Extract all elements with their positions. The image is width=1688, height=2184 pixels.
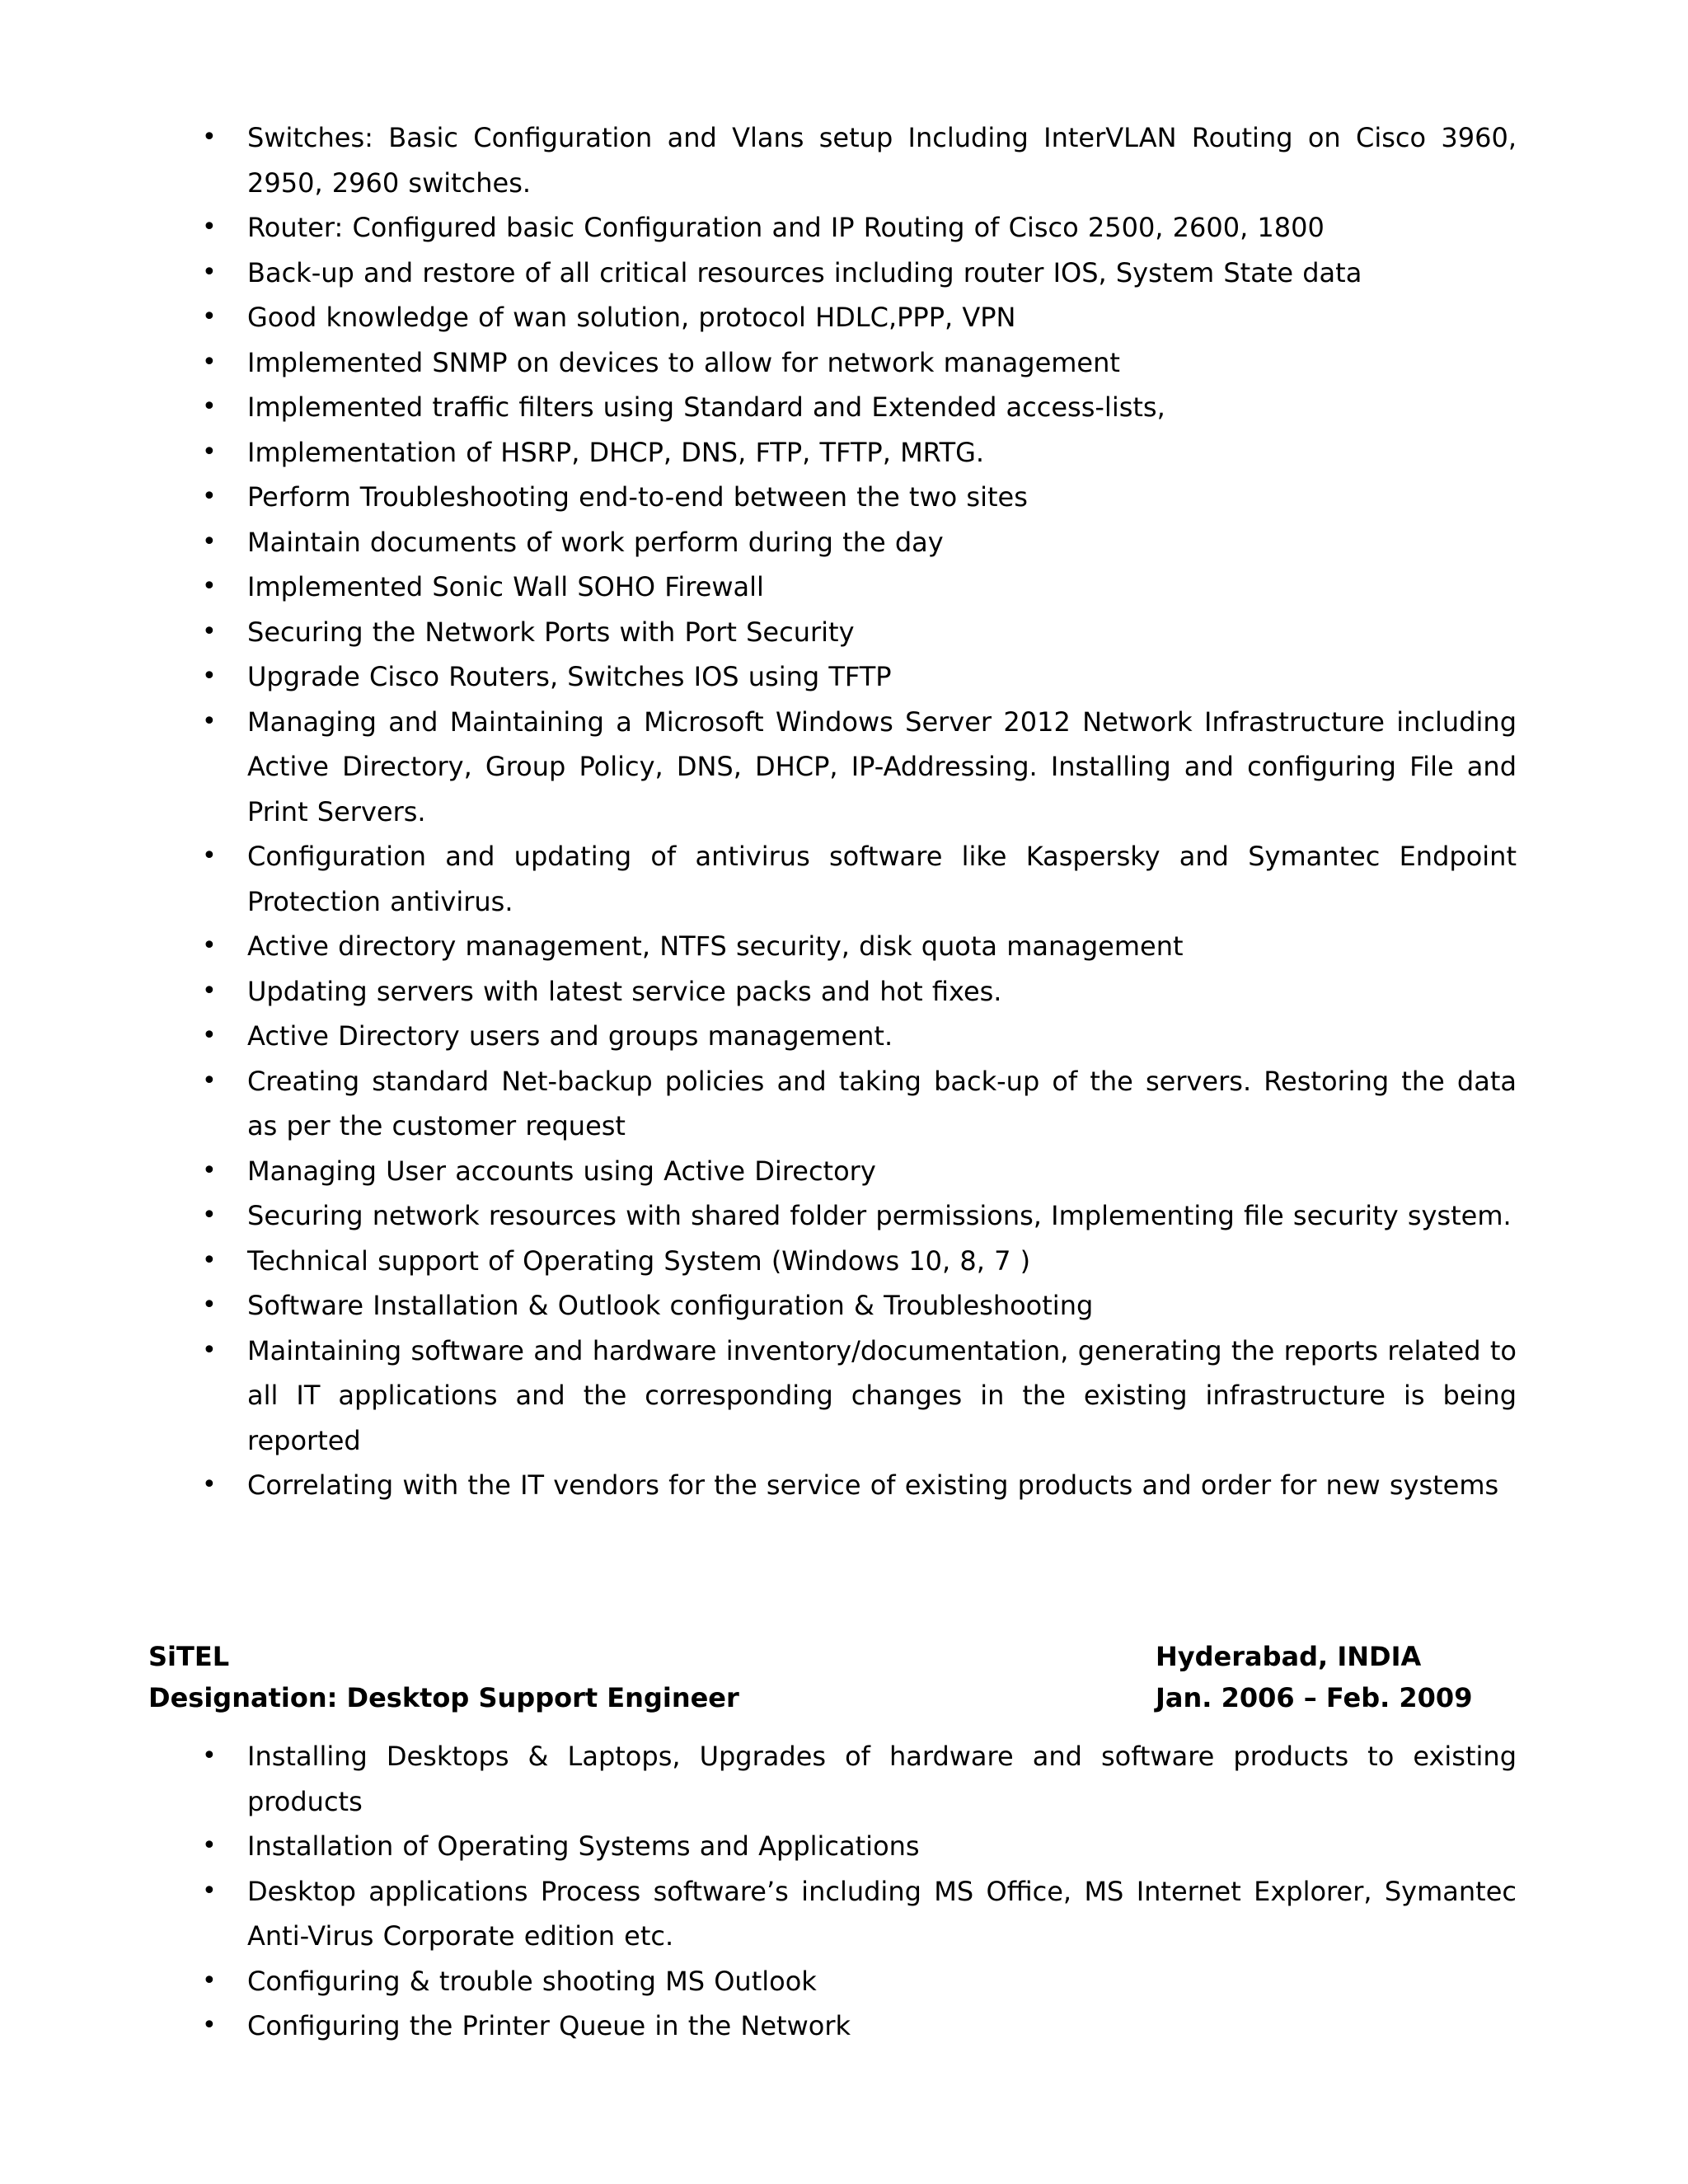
list-item: • Active directory management, NTFS security, disk quota management bbox=[202, 924, 1517, 969]
list-item: • Installing Desktops & Laptops, Upgrades of hardware and software products to existing products bbox=[202, 1734, 1517, 1824]
list-item: • Implemented SNMP on devices to allow for network management bbox=[202, 340, 1517, 386]
list-item: • Active Directory users and groups management. bbox=[202, 1014, 1517, 1059]
list-item: • Maintain documents of work perform during the day bbox=[202, 520, 1517, 565]
company-row bbox=[148, 1636, 1517, 1677]
list-item: • Managing and Maintaining a Microsoft Windows Server 2012 Network Infrastructure including Active Directory, Group Policy, DNS, DHCP, IP-Addressing. Installing and configuring File and Print Servers. bbox=[202, 700, 1517, 835]
list-item: • Implemented traffic filters using Standard and Extended access-lists, bbox=[202, 385, 1517, 430]
job-location: Hyderabad, INDIA bbox=[1156, 1641, 1422, 1672]
list-item: • Perform Troubleshooting end-to-end between the two sites bbox=[202, 475, 1517, 520]
list-item: • Securing the Network Ports with Port Security bbox=[202, 610, 1517, 655]
list-item: • Securing network resources with shared folder permissions, Implementing file security system. bbox=[202, 1193, 1517, 1239]
list-item: • Updating servers with latest service packs and hot fixes. bbox=[202, 969, 1517, 1015]
list-item: • Creating standard Net-backup policies and taking back-up of the servers. Restoring the data as per the customer request bbox=[202, 1059, 1517, 1149]
job-dates: Jan. 2006 – Feb. 2009 bbox=[1156, 1682, 1473, 1713]
list-item: • Installation of Operating Systems and Applications bbox=[202, 1824, 1517, 1869]
list-item: • Good knowledge of wan solution, protocol HDLC,PPP, VPN bbox=[202, 295, 1517, 340]
sitel-responsibilities-list bbox=[202, 1734, 1517, 2049]
list-item: • Implementation of HSRP, DHCP, DNS, FTP, TFTP, MRTG. bbox=[202, 430, 1517, 476]
designation-row bbox=[148, 1677, 1517, 1718]
company-name: SiTEL bbox=[148, 1641, 230, 1672]
job-header bbox=[148, 1636, 1517, 1718]
list-item: • Technical support of Operating System (Windows 10, 8, 7 ) bbox=[202, 1239, 1517, 1284]
list-item: • Configuring the Printer Queue in the Network bbox=[202, 2004, 1517, 2049]
job-designation: Designation: Desktop Support Engineer bbox=[148, 1682, 739, 1713]
list-item: • Configuring & trouble shooting MS Outlook bbox=[202, 1959, 1517, 2004]
list-item: • Desktop applications Process software’s including MS Office, MS Internet Explorer, Symantec Anti-Virus Corporate edition etc. bbox=[202, 1869, 1517, 1959]
list-item: • Switches: Basic Configuration and Vlans setup Including InterVLAN Routing on Cisco 3960, 2950, 2960 switches. bbox=[202, 115, 1517, 205]
list-item: • Back-up and restore of all critical resources including router IOS, System State data bbox=[202, 251, 1517, 296]
list-item: • Software Installation & Outlook configuration & Troubleshooting bbox=[202, 1283, 1517, 1329]
list-item: • Router: Configured basic Configuration and IP Routing of Cisco 2500, 2600, 1800 bbox=[202, 205, 1517, 251]
list-item: • Implemented Sonic Wall SOHO Firewall bbox=[202, 565, 1517, 610]
list-item: • Configuration and updating of antivirus software like Kaspersky and Symantec Endpoint Protection antivirus. bbox=[202, 834, 1517, 924]
list-item: • Maintaining software and hardware inventory/documentation, generating the reports related to all IT applications and the corresponding changes in the existing infrastructure is being reported bbox=[202, 1329, 1517, 1464]
list-item: • Upgrade Cisco Routers, Switches IOS using TFTP bbox=[202, 654, 1517, 700]
responsibilities-list bbox=[202, 115, 1517, 1508]
list-item: • Correlating with the IT vendors for the service of existing products and order for new systems bbox=[202, 1463, 1517, 1508]
list-item: • Managing User accounts using Active Directory bbox=[202, 1149, 1517, 1194]
